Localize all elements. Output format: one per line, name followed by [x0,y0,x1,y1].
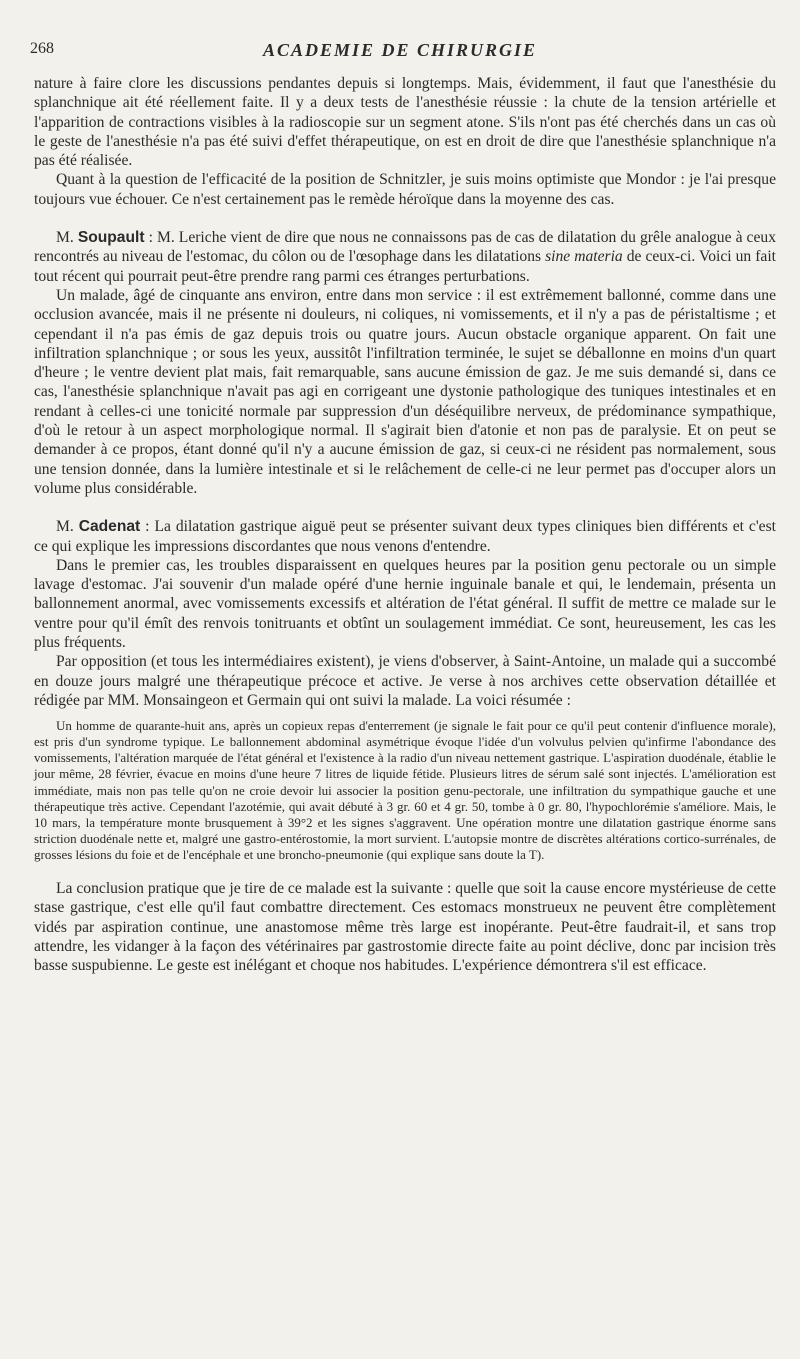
cadenat-conclusion: La conclusion pratique que je tire de ce malade est la suivante : quelle que soit la cause encore mystérieuse de cette stase gastrique, c'est elle qu'il faut combattre directement. Ces estomacs monstrueux ne peuvent être complètement vidés par aspiration continue, une anastomose même très large est inopérante. Peut-être faudrait-il, et sans trop attendre, les vidanger à la façon des vétérinaires par gastrostomie directe faite au point déclive, donc par incision très basse suspubienne. Le geste est inélégant et choque nos habitudes. L'expérience démontrera s'il est efficace. [34,880,776,975]
speaker-name-cadenat: Cadenat [78,518,141,536]
cadenat-second-case-paragraph: Par opposition (et tous les intermédiaires existent), je viens d'observer, à Saint-Antoine, un malade qui a succombé en douze jours malgré une thérapeutique précoce et active. Je verse à nos archives cette observation détaillée et rédigée par MM. Monsaingeon et Germain qui ont suivi la malade. La voici résumée : [34,653,776,709]
paragraph-schnitzler: Quant à la question de l'efficacité de la position de Schnitzler, je suis moins optimiste que Mondor : je l'ai presque toujours vue échouer. Ce n'est certainement pas le remède héroïque dans la moyenne des cas. [34,171,776,208]
speaker-title: M. [56,518,74,536]
speaker-name-soupault: Soupault [77,229,145,247]
page-body [34,74,776,976]
soupault-case-paragraph: Un malade, âgé de cinquante ans environ, entre dans mon service : il est extrêmement ballonné, comme dans une occlusion avancée, mais il ne présente ni douleurs, ni coliques, ni vomissements, et il n'y a pas de péristaltisme ; et cependant il n'a pas émis de gaz depuis trois ou quatre jours. Aucun obstacle organique apparent. On fait une infiltration splanchnique ; or sous les yeux, aussitôt l'infiltration terminée, le sujet se déballonne en moins d'un quart d'heure ; le ventre devient plat mais, fait remarquable, sans aucune émission de gaz. Je me suis demandé si, dans ce cas, l'anesthésie splanchnique n'avait pas agi en corrigeant une dystonie pathologique des tuniques intestinales et en rendant à celles-ci une tonicité normale par suppression d'un déséquilibre nerveux, de prédominance sympathique, d'où le retour à un aspect morphologique normal. Il s'agirait bien d'atonie et non pas de paralysie. Et on peut se demander à ce propos, étant donné qu'il n'y a aucune émission de gaz, si ceux-ci ne résident pas normalement, sous une tension donnée, dans la lumière intestinale et si le relâchement de celle-ci ne leur permet pas d'occuper alors un volume plus considérable. [34,286,776,497]
section-gap [34,209,776,228]
paragraph-continuation: nature à faire clore les discussions pendantes depuis si longtemps. Mais, évidemment, il faut que l'anesthésie du splanchnique ait été réellement faite. Il y a deux tests de l'anesthésie réussie : la chute de la tension artérielle et l'apparition de contractions visibles à la radioscopie sur un segment atone. S'ils n'ont pas été cherchés dans un cas où le geste de l'anesthésie n'a pas été suivi d'effet thérapeutique, on est en droit de dire que l'anesthésie splanchnique n'a pas été réalisée. [34,75,776,170]
soupault-intervention [34,228,776,286]
section-gap [34,498,776,517]
case-summary: Un homme de quarante-huit ans, après un copieux repas d'enterrement (je signale le fait pour ce qu'il peut contenir d'influence morale), est pris d'un syndrome typique. Le ballonnement abdominal asymétrique évoque l'idée d'un volvulus pelvien qu'infirme l'abondance des vomissements, l'altération marquée de l'état général et l'existence à la radio d'un niveau nettement gastrique. L'aspiration duodénale, établie le jour même, 28 février, évacue en moins d'une heure 7 litres de liquide fétide. Plusieurs litres de sérum salé sont injectés. L'amélioration est immédiate, mais non pas telle qu'on ne croie devoir lui associer la position genu-pectorale, une infiltration du sympathique gauche et une thérapeutique très active. Cependant l'azotémie, qui avait débuté à 3 gr. 60 et 4 gr. 50, tombe à 0 gr. 80, l'hypochlorémie s'améliore. Mais, le 10 mars, la température monte brusquement à 39°2 et les signes s'aggravent. Une opération montre une dilatation gastrique énorme sans striction duodénale nette et, malgré une gastro-entérostomie, la mort survient. L'autopsie montre de discrètes altérations cortico-surrénales, de grosses lésions du foie et de l'encéphale et une broncho-pneumonie (qui explique sans doute la T). [34,718,776,862]
soupault-text-a: : M. Leriche vient de dire que nous ne connaissons pas de cas de dilatation du grêle analogue à ceux rencontrés au niveau de l'estomac, du côlon ou de l'œsophage dans les dilatations [34,229,776,266]
cadenat-first-case-paragraph: Dans le premier cas, les troubles disparaissent en quelques heures par la position genu pectorale ou un simple lavage d'estomac. J'ai souvenir d'un malade opéré d'une hernie inguinale banale et qui, le lendemain, présenta un ballonnement anormal, avec vomissements excessifs et altération de l'état général. Il suffit de mettre ce malade sur le ventre pour qu'il émît des renvois tonitruants et obtînt un soulagement immédiat. Ce sont, heureusement, les cas les plus fréquents. [34,556,776,652]
page-number: 268 [30,40,54,57]
running-title: ACADEMIE DE CHIRURGIE [262,40,538,60]
soupault-text-emphasis: sine materia [545,248,623,266]
soupault-text-b: de ceux-ci. Voici un fait tout récent qui pourrait peut-être prendre rang parmi ces étranges perturbations. [34,248,776,285]
page-header [30,40,770,68]
cadenat-intervention [34,517,776,556]
speaker-title: M. [56,229,74,247]
cadenat-text: : La dilatation gastrique aiguë peut se présenter suivant deux types cliniques bien différents et c'est ce qui explique les impressions discordantes que nous venons d'entendre. [34,518,776,555]
